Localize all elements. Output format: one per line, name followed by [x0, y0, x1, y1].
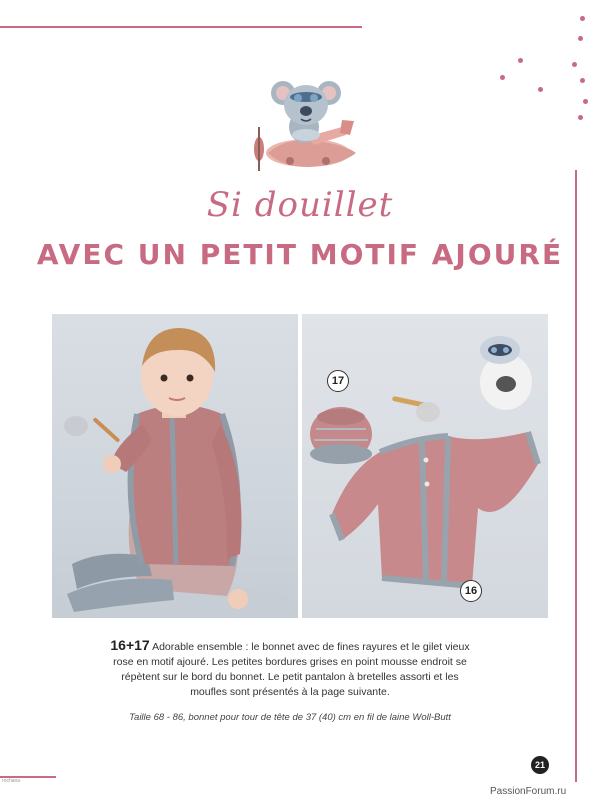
- decorative-dot: [500, 75, 505, 80]
- decorative-dot: [580, 16, 585, 21]
- decorative-dot: [578, 36, 583, 41]
- script-title: Si douillet: [206, 185, 394, 225]
- page-title: AVEC UN PETIT MOTIF AJOURÉ: [36, 238, 564, 271]
- description-text: Adorable ensemble : le bonnet avec de fines rayures et le gilet vieux rose en motif ajouré. Les petites bordures grises en point mousse endroit se répètent sur le bord du bonnet. Le petit pantalon à bretelles assorti et les moufles sont présentés à la page suivante.: [113, 641, 470, 698]
- decorative-dot: [538, 87, 543, 92]
- bonnet-number-badge: 17: [327, 370, 349, 392]
- page-number: 21: [531, 756, 549, 774]
- decorative-dot: [572, 62, 577, 67]
- decorative-dot: [578, 115, 583, 120]
- decorative-dot: [580, 78, 585, 83]
- watermark: PassionForum.ru: [490, 786, 567, 797]
- decorative-dot: [583, 99, 588, 104]
- size-note: Taille 68 - 86, bonnet pour tour de tête de 37 (40) cm en fil de laine Woll-Butt: [129, 712, 451, 723]
- cardigan-number-badge: 16: [460, 580, 482, 602]
- decorative-dot: [518, 58, 523, 63]
- description-paragraph: [110, 638, 470, 700]
- photo-knitted-set-flatlay: [302, 314, 548, 618]
- koala-airplane-illustration: [246, 75, 361, 177]
- pattern-numbers: 16+17: [110, 637, 150, 653]
- footer-small-text: rochana: [2, 778, 21, 784]
- photo-baby-wearing-cardigan: [52, 314, 298, 618]
- top-decorative-rule: [0, 26, 362, 28]
